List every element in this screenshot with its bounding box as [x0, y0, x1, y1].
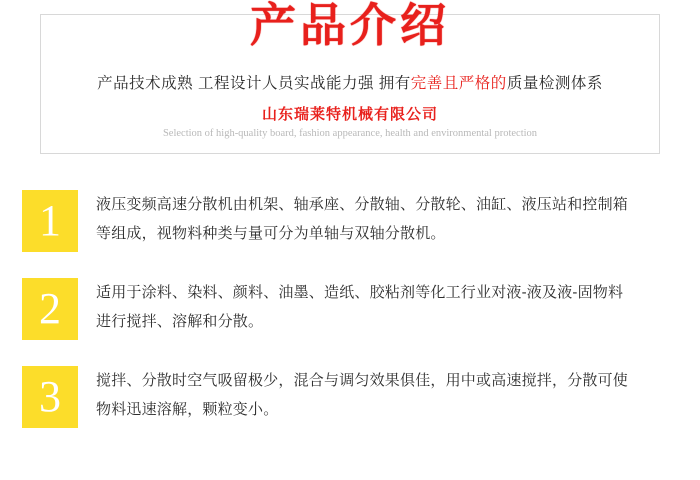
item-text-line-2: 进行搅拌、溶解和分散。: [96, 313, 264, 330]
header-subtitle: [41, 71, 659, 93]
header-subtitle-highlight: 完善且严格的: [410, 75, 507, 92]
header-english-tagline: [41, 127, 659, 141]
list-item: [0, 190, 700, 252]
list-item: [0, 366, 700, 428]
item-text-line-2: 等组成，视物料种类与量可分为单轴与双轴分散机。: [96, 225, 446, 242]
item-text-line-1: 搅拌、分散时空气吸留极少，混合与调匀效果俱佳，用中或高速搅拌，分散可使: [96, 372, 629, 389]
item-number-badge: 2: [22, 278, 78, 340]
item-number-badge: 1: [22, 190, 78, 252]
item-text-line-1: 适用于涂料、染料、颜料、油墨、造纸、胶粘剂等化工行业对液-液及液-固物料: [96, 284, 624, 301]
header-english-line-1: Selection of high-quality board, fashion appearance, health and: [162, 128, 429, 139]
list-item: [0, 278, 700, 340]
feature-list: [0, 190, 700, 454]
item-text: [78, 190, 700, 248]
header-english-line-2: environmental protection: [431, 128, 538, 139]
header-subtitle-post: 质量检测体系: [506, 75, 603, 92]
item-text: [78, 278, 700, 336]
header-panel: [40, 0, 660, 154]
header-subtitle-pre: 产品技术成熟 工程设计人员实战能力强 拥有: [97, 75, 411, 92]
item-text-line-1: 液压变频高速分散机由机架、轴承座、分散轴、分散轮、油缸、液压站和控制箱: [96, 196, 629, 213]
item-number-badge: 3: [22, 366, 78, 428]
company-name: 山东瑞莱特机械有限公司: [261, 106, 438, 123]
item-text: [78, 366, 700, 424]
page-title: 产品介绍: [250, 0, 450, 51]
item-text-line-2: 物料迅速溶解，颗粒变小。: [96, 401, 279, 418]
